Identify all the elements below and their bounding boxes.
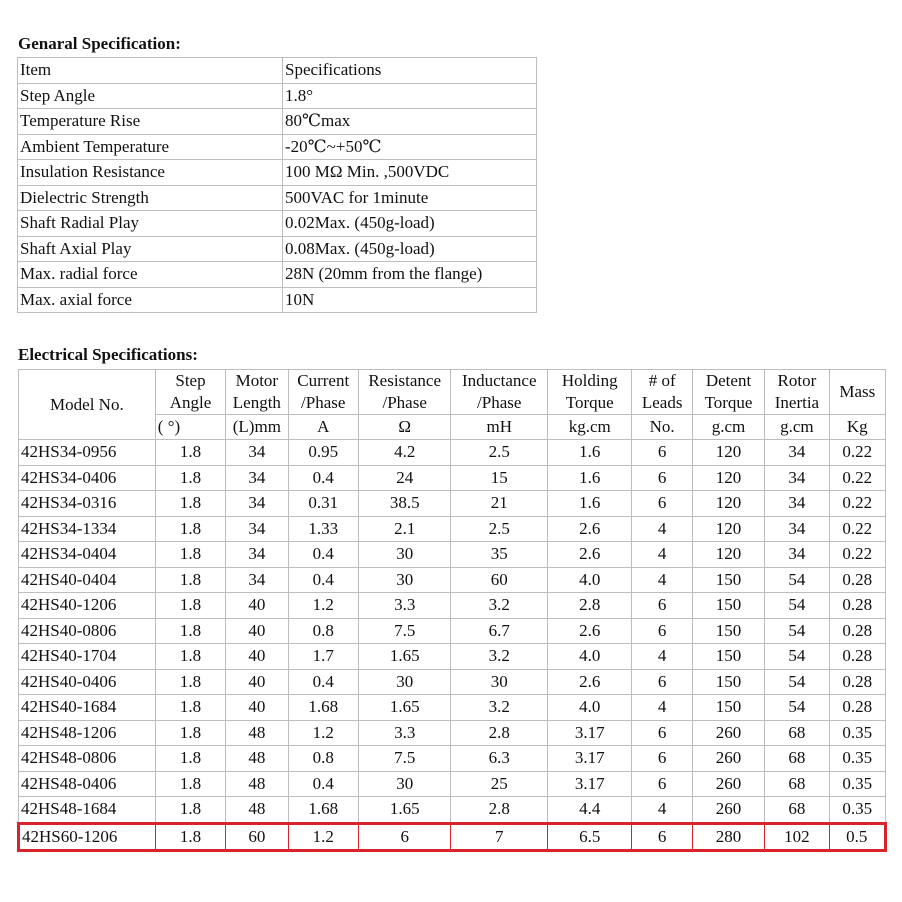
value-cell: 3.2 <box>451 644 548 670</box>
value-cell: 0.22 <box>829 516 885 542</box>
table-row <box>19 440 886 466</box>
value-cell: 6.7 <box>451 618 548 644</box>
value-cell: 34 <box>226 465 288 491</box>
value-cell: 2.8 <box>451 720 548 746</box>
value-cell: 2.6 <box>548 516 632 542</box>
value-cell: 0.28 <box>829 644 885 670</box>
value-cell: 68 <box>765 797 829 824</box>
value-cell: 260 <box>692 797 764 824</box>
value-cell: 3.17 <box>548 771 632 797</box>
unit-cell: mH <box>451 415 548 440</box>
table-row <box>19 465 886 491</box>
value-cell: 6.5 <box>548 823 632 851</box>
value-cell: 4 <box>632 516 692 542</box>
spec-value: Specifications <box>283 58 537 84</box>
value-cell: 4.0 <box>548 567 632 593</box>
general-row <box>18 109 537 135</box>
value-cell: 68 <box>765 746 829 772</box>
value-cell: 60 <box>451 567 548 593</box>
value-cell: 6 <box>632 618 692 644</box>
unit-cell: Ω <box>358 415 451 440</box>
value-cell: 7 <box>451 823 548 851</box>
value-cell: 1.8 <box>155 491 225 517</box>
value-cell: 0.28 <box>829 695 885 721</box>
value-cell: 150 <box>692 567 764 593</box>
value-cell: 1.65 <box>358 644 451 670</box>
value-cell: 280 <box>692 823 764 851</box>
general-row <box>18 83 537 109</box>
value-cell: 34 <box>765 440 829 466</box>
value-cell: 3.17 <box>548 746 632 772</box>
unit-cell: ( °) <box>155 415 225 440</box>
value-cell: 6 <box>632 720 692 746</box>
general-row <box>18 134 537 160</box>
value-cell: 120 <box>692 491 764 517</box>
value-cell: 0.4 <box>288 542 358 568</box>
general-spec-heading: Genaral Specification: <box>18 34 181 53</box>
spec-item: Dielectric Strength <box>18 185 283 211</box>
value-cell: 4 <box>632 695 692 721</box>
unit-cell: A <box>288 415 358 440</box>
col-header-detent-torque: Detent Torque <box>692 370 764 415</box>
value-cell: 0.22 <box>829 491 885 517</box>
spec-value: 1.8° <box>283 83 537 109</box>
general-row <box>18 287 537 313</box>
value-cell: 6 <box>358 823 451 851</box>
spec-value: 28N (20mm from the flange) <box>283 262 537 288</box>
table-row <box>19 695 886 721</box>
col-header-model: Model No. <box>19 370 156 440</box>
value-cell: 1.8 <box>155 644 225 670</box>
value-cell: 120 <box>692 542 764 568</box>
value-cell: 0.8 <box>288 746 358 772</box>
value-cell: 1.8 <box>155 542 225 568</box>
value-cell: 1.6 <box>548 440 632 466</box>
spec-item: Ambient Temperature <box>18 134 283 160</box>
spec-item: Temperature Rise <box>18 109 283 135</box>
value-cell: 30 <box>358 542 451 568</box>
model-cell: 42HS40-1684 <box>19 695 156 721</box>
spec-item: Shaft Radial Play <box>18 211 283 237</box>
electrical-spec-table <box>17 369 887 852</box>
table-row <box>19 771 886 797</box>
value-cell: 34 <box>765 465 829 491</box>
model-cell: 42HS34-0404 <box>19 542 156 568</box>
value-cell: 1.8 <box>155 746 225 772</box>
value-cell: 6 <box>632 771 692 797</box>
value-cell: 120 <box>692 440 764 466</box>
model-cell: 42HS40-0806 <box>19 618 156 644</box>
value-cell: 48 <box>226 797 288 824</box>
value-cell: 40 <box>226 669 288 695</box>
unit-cell: g.cm <box>765 415 829 440</box>
value-cell: 60 <box>226 823 288 851</box>
value-cell: 54 <box>765 593 829 619</box>
col-header-step-angle: Step Angle <box>155 370 225 415</box>
value-cell: 6 <box>632 465 692 491</box>
value-cell: 6 <box>632 823 692 851</box>
value-cell: 34 <box>765 516 829 542</box>
unit-cell: g.cm <box>692 415 764 440</box>
value-cell: 4 <box>632 542 692 568</box>
spec-item: Max. axial force <box>18 287 283 313</box>
value-cell: 40 <box>226 695 288 721</box>
value-cell: 0.22 <box>829 440 885 466</box>
col-header-inductance: Inductance /Phase <box>451 370 548 415</box>
value-cell: 34 <box>226 440 288 466</box>
model-cell: 42HS34-0316 <box>19 491 156 517</box>
value-cell: 1.68 <box>288 695 358 721</box>
value-cell: 260 <box>692 720 764 746</box>
value-cell: 54 <box>765 618 829 644</box>
model-cell: 42HS34-0406 <box>19 465 156 491</box>
value-cell: 6 <box>632 746 692 772</box>
value-cell: 6 <box>632 669 692 695</box>
value-cell: 150 <box>692 695 764 721</box>
value-cell: 38.5 <box>358 491 451 517</box>
value-cell: 1.2 <box>288 720 358 746</box>
unit-cell: (L)mm <box>226 415 288 440</box>
value-cell: 40 <box>226 644 288 670</box>
value-cell: 68 <box>765 771 829 797</box>
value-cell: 0.5 <box>829 823 885 851</box>
value-cell: 1.8 <box>155 593 225 619</box>
value-cell: 1.8 <box>155 516 225 542</box>
value-cell: 2.6 <box>548 618 632 644</box>
value-cell: 0.35 <box>829 771 885 797</box>
col-header-rotor-inertia: Rotor Inertia <box>765 370 829 415</box>
value-cell: 1.8 <box>155 823 225 851</box>
value-cell: 4.4 <box>548 797 632 824</box>
col-header-motor-length: Motor Length <box>226 370 288 415</box>
value-cell: 35 <box>451 542 548 568</box>
col-header-holding-torque: Holding Torque <box>548 370 632 415</box>
value-cell: 6.3 <box>451 746 548 772</box>
value-cell: 4 <box>632 644 692 670</box>
electrical-spec-heading: Electrical Specifications: <box>18 345 198 364</box>
value-cell: 150 <box>692 644 764 670</box>
general-row <box>18 58 537 84</box>
value-cell: 40 <box>226 593 288 619</box>
model-cell: 42HS34-1334 <box>19 516 156 542</box>
model-cell: 42HS40-0406 <box>19 669 156 695</box>
value-cell: 150 <box>692 669 764 695</box>
value-cell: 1.8 <box>155 720 225 746</box>
value-cell: 6 <box>632 593 692 619</box>
value-cell: 2.8 <box>548 593 632 619</box>
value-cell: 1.8 <box>155 695 225 721</box>
value-cell: 1.8 <box>155 669 225 695</box>
value-cell: 0.35 <box>829 720 885 746</box>
spec-item: Step Angle <box>18 83 283 109</box>
model-cell: 42HS48-1206 <box>19 720 156 746</box>
value-cell: 30 <box>358 567 451 593</box>
general-row <box>18 160 537 186</box>
unit-cell: kg.cm <box>548 415 632 440</box>
value-cell: 30 <box>451 669 548 695</box>
general-row <box>18 236 537 262</box>
value-cell: 48 <box>226 771 288 797</box>
value-cell: 48 <box>226 720 288 746</box>
value-cell: 4.2 <box>358 440 451 466</box>
value-cell: 34 <box>765 491 829 517</box>
general-row <box>18 262 537 288</box>
value-cell: 0.8 <box>288 618 358 644</box>
model-cell: 42HS60-1206 <box>19 823 156 851</box>
value-cell: 15 <box>451 465 548 491</box>
value-cell: 1.8 <box>155 567 225 593</box>
value-cell: 1.8 <box>155 618 225 644</box>
value-cell: 0.4 <box>288 669 358 695</box>
table-row <box>19 542 886 568</box>
spec-item: Max. radial force <box>18 262 283 288</box>
model-cell: 42HS40-1704 <box>19 644 156 670</box>
value-cell: 4.0 <box>548 644 632 670</box>
value-cell: 150 <box>692 593 764 619</box>
value-cell: 0.28 <box>829 669 885 695</box>
value-cell: 3.3 <box>358 720 451 746</box>
value-cell: 3.17 <box>548 720 632 746</box>
table-row <box>19 644 886 670</box>
general-row <box>18 211 537 237</box>
value-cell: 0.22 <box>829 465 885 491</box>
model-cell: 42HS40-0404 <box>19 567 156 593</box>
value-cell: 54 <box>765 695 829 721</box>
value-cell: 34 <box>226 542 288 568</box>
value-cell: 2.6 <box>548 669 632 695</box>
spec-item: Insulation Resistance <box>18 160 283 186</box>
value-cell: 34 <box>226 567 288 593</box>
value-cell: 1.65 <box>358 695 451 721</box>
value-cell: 68 <box>765 720 829 746</box>
value-cell: 30 <box>358 669 451 695</box>
value-cell: 34 <box>765 542 829 568</box>
value-cell: 40 <box>226 618 288 644</box>
general-spec-table <box>17 57 537 313</box>
spec-value: 500VAC for 1minute <box>283 185 537 211</box>
table-row <box>19 593 886 619</box>
value-cell: 2.5 <box>451 516 548 542</box>
value-cell: 21 <box>451 491 548 517</box>
value-cell: 6 <box>632 440 692 466</box>
table-row-highlighted <box>19 823 886 851</box>
header-row <box>19 370 886 415</box>
col-header-leads: # of Leads <box>632 370 692 415</box>
col-header-mass: Mass <box>829 370 885 415</box>
value-cell: 2.1 <box>358 516 451 542</box>
value-cell: 0.22 <box>829 542 885 568</box>
value-cell: 1.65 <box>358 797 451 824</box>
value-cell: 4.0 <box>548 695 632 721</box>
value-cell: 0.4 <box>288 771 358 797</box>
value-cell: 1.6 <box>548 465 632 491</box>
value-cell: 260 <box>692 746 764 772</box>
table-row <box>19 516 886 542</box>
unit-cell: Kg <box>829 415 885 440</box>
general-row <box>18 185 537 211</box>
spec-value: 80℃max <box>283 109 537 135</box>
value-cell: 1.33 <box>288 516 358 542</box>
table-row <box>19 491 886 517</box>
value-cell: 1.68 <box>288 797 358 824</box>
value-cell: 0.4 <box>288 567 358 593</box>
table-row <box>19 720 886 746</box>
table-row <box>19 567 886 593</box>
value-cell: 1.2 <box>288 823 358 851</box>
model-cell: 42HS48-0406 <box>19 771 156 797</box>
value-cell: 0.28 <box>829 567 885 593</box>
model-cell: 42HS48-0806 <box>19 746 156 772</box>
spec-value: 10N <box>283 287 537 313</box>
value-cell: 2.5 <box>451 440 548 466</box>
spec-item: Shaft Axial Play <box>18 236 283 262</box>
value-cell: 34 <box>226 491 288 517</box>
value-cell: 0.35 <box>829 797 885 824</box>
value-cell: 7.5 <box>358 746 451 772</box>
value-cell: 1.8 <box>155 797 225 824</box>
value-cell: 34 <box>226 516 288 542</box>
value-cell: 3.3 <box>358 593 451 619</box>
value-cell: 0.35 <box>829 746 885 772</box>
spec-value: 0.02Max. (450g-load) <box>283 211 537 237</box>
col-header-resistance: Resistance /Phase <box>358 370 451 415</box>
value-cell: 6 <box>632 491 692 517</box>
table-row <box>19 618 886 644</box>
value-cell: 150 <box>692 618 764 644</box>
spec-item: Item <box>18 58 283 84</box>
value-cell: 1.6 <box>548 491 632 517</box>
value-cell: 1.7 <box>288 644 358 670</box>
value-cell: 25 <box>451 771 548 797</box>
unit-cell: No. <box>632 415 692 440</box>
value-cell: 0.28 <box>829 593 885 619</box>
col-header-current: Current /Phase <box>288 370 358 415</box>
spec-value: 100 MΩ Min. ,500VDC <box>283 160 537 186</box>
table-row <box>19 797 886 824</box>
model-cell: 42HS34-0956 <box>19 440 156 466</box>
value-cell: 1.8 <box>155 465 225 491</box>
value-cell: 48 <box>226 746 288 772</box>
value-cell: 0.28 <box>829 618 885 644</box>
value-cell: 0.4 <box>288 465 358 491</box>
value-cell: 54 <box>765 669 829 695</box>
value-cell: 0.31 <box>288 491 358 517</box>
value-cell: 7.5 <box>358 618 451 644</box>
value-cell: 54 <box>765 567 829 593</box>
value-cell: 2.8 <box>451 797 548 824</box>
value-cell: 0.95 <box>288 440 358 466</box>
table-row <box>19 669 886 695</box>
value-cell: 1.2 <box>288 593 358 619</box>
value-cell: 2.6 <box>548 542 632 568</box>
spec-value: -20℃~+50℃ <box>283 134 537 160</box>
model-cell: 42HS40-1206 <box>19 593 156 619</box>
value-cell: 260 <box>692 771 764 797</box>
value-cell: 120 <box>692 465 764 491</box>
value-cell: 24 <box>358 465 451 491</box>
model-cell: 42HS48-1684 <box>19 797 156 824</box>
value-cell: 4 <box>632 797 692 824</box>
value-cell: 3.2 <box>451 593 548 619</box>
value-cell: 4 <box>632 567 692 593</box>
value-cell: 102 <box>765 823 829 851</box>
spec-value: 0.08Max. (450g-load) <box>283 236 537 262</box>
value-cell: 1.8 <box>155 771 225 797</box>
table-row <box>19 746 886 772</box>
value-cell: 1.8 <box>155 440 225 466</box>
value-cell: 30 <box>358 771 451 797</box>
value-cell: 3.2 <box>451 695 548 721</box>
value-cell: 54 <box>765 644 829 670</box>
value-cell: 120 <box>692 516 764 542</box>
